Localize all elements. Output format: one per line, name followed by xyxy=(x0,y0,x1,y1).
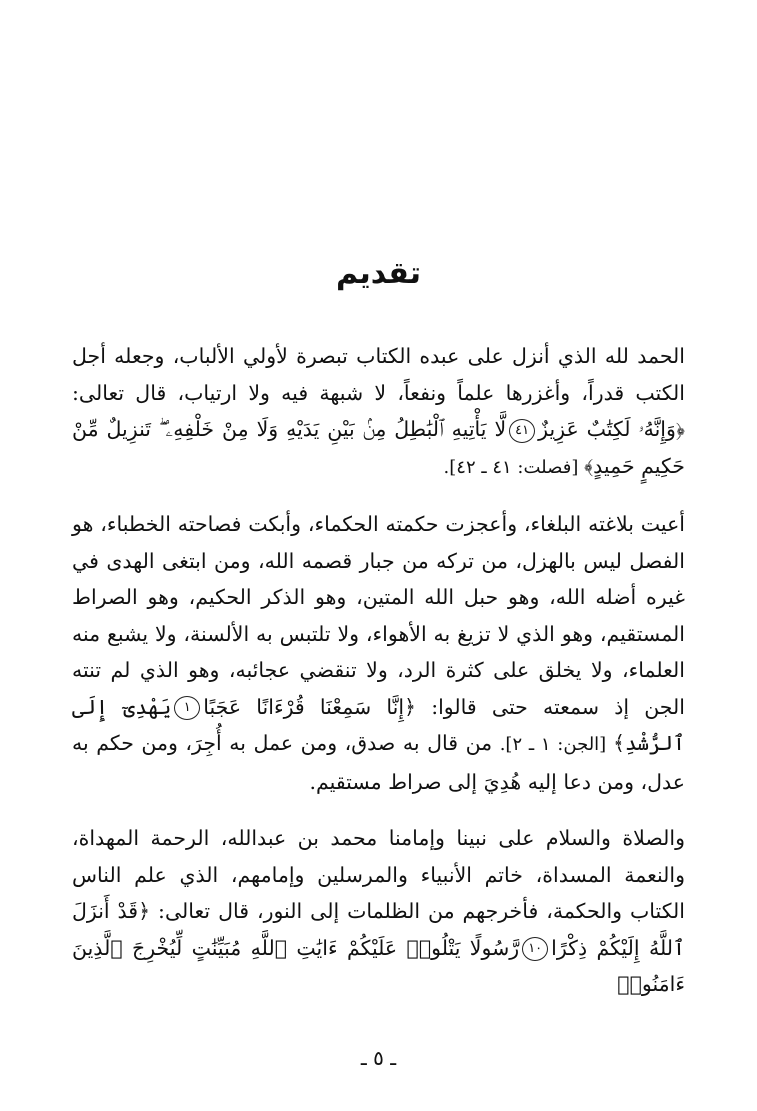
quran-verse-2b: يَهْدِىٓ إِلَى ٱلرُّشْدِ﴾ xyxy=(72,694,686,755)
verse-reference-2: [الجن: ١ ـ ٢]. xyxy=(499,734,613,755)
quran-verse-1b: لَّا يَأْتِيهِ ٱلْبَٰطِلُ مِنۢ بَيْنِ يَدَيْهِ وَلَا مِنْ خَلْفِهِۦ ۖ تَنزِيلٌ مِّنْ حَكِيمٍ حَمِيدٍ﴾ xyxy=(72,417,685,478)
ayah-number-marker: ٤١ xyxy=(509,419,535,443)
quran-verse-1a: ﴿وَإِنَّهُۥ لَكِتَٰبٌ عَزِيزٌ xyxy=(538,417,685,441)
ayah-number-marker: ١ xyxy=(174,696,200,720)
paragraph-3 xyxy=(72,820,685,1003)
page-title: تقديم xyxy=(336,256,421,292)
paragraph-1-text: الحمد لله الذي أنزل على عبده الكتاب تبصرة لأولي الألباب، وجعله أجل الكتب قدراً، وأغزرها علماً ونفعاً، لا شبهة فيه ولا ارتياب، قال تعالى: xyxy=(72,344,685,405)
paragraph-1 xyxy=(72,338,685,486)
page-number: ـ ٥ ـ xyxy=(360,1046,397,1070)
quran-verse-2a: ﴿إِنَّا سَمِعْنَا قُرْءَانًا عَجَبًا xyxy=(203,694,417,719)
quran-verse-3a: ﴿قَدْ أَنزَلَ ٱللَّهُ إِلَيْكُمْ ذِكْرًا xyxy=(72,899,685,960)
paragraph-2-continuation: من قال به صدق، ومن عمل به أُجِرَ، ومن حكم به عدل، ومن دعا إليه هُدِيَ إلى صراط مستقيم. xyxy=(72,731,685,794)
body-text xyxy=(72,338,685,1023)
quran-verse-3b: رَّسُولًا يَتْلُوا۟ عَلَيْكُمْ ءَايَٰتِ ٱللَّهِ مُبَيِّنَٰتٍ لِّيُخْرِجَ ٱلَّذِينَ ءَامَنُوا۟ xyxy=(72,935,685,996)
paragraph-3-text: والصلاة والسلام على نبينا وإمامنا محمد بن عبدالله، الرحمة المهداة، والنعمة المسداة، خاتم الأنبياء والمرسلين وإمامهم، الذي علم الناس الكتاب والحكمة، فأخرجهم من الظلمات إلى النور، قال تعالى: xyxy=(72,826,685,923)
paragraph-2-text: أعيت بلاغته البلغاء، وأعجزت حكمته الحكماء، وأبكت فصاحته الخطباء، هو الفصل ليس بالهزل، من تركه من جبار قصمه الله، ومن ابتغى الهدى في غيره أضله الله، وهو حبل الله المتين، وهو الذكر الحكيم، وهو الصراط المستقيم، وهو الذي لا تزيغ به الأهواء، ولا تلتبس به الألسنة، ولا يشبع منه العلماء، ولا يخلق على كثرة الرد، ولا تنقضي عجائبه، وهو الذي لم تنته الجن إذ سمعته حتى قالوا: xyxy=(72,512,685,719)
ayah-number-marker: ١٠ xyxy=(522,937,548,961)
paragraph-2 xyxy=(72,506,685,800)
verse-reference-1: [فصلت: ٤١ ـ ٤٢]. xyxy=(443,456,585,478)
